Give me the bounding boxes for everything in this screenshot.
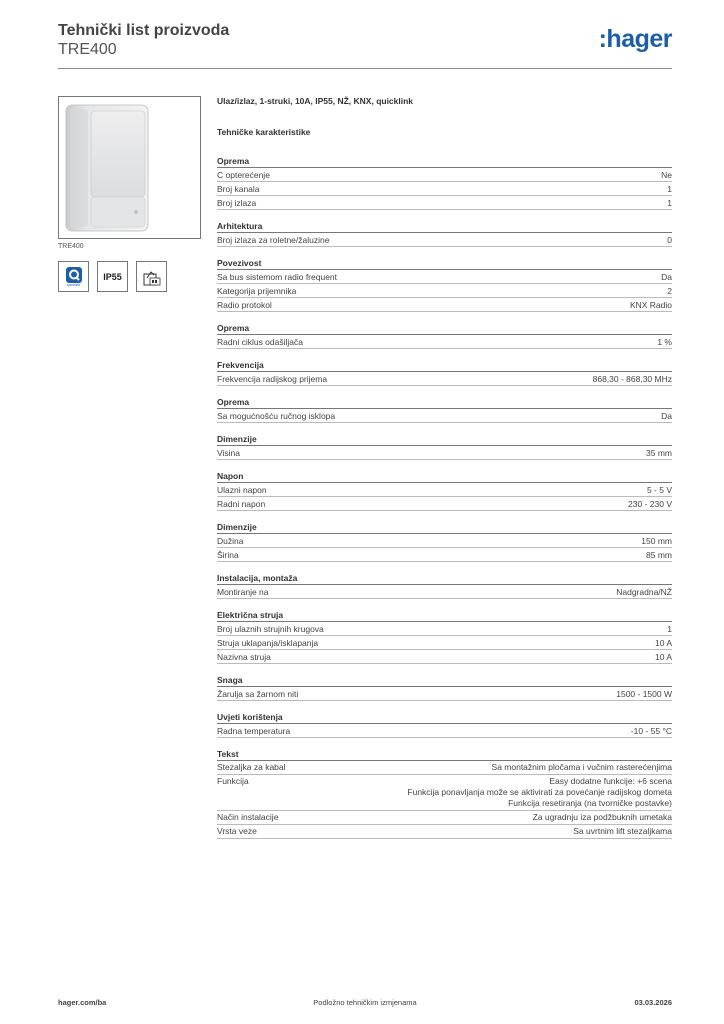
spec-row [217,168,672,182]
spec-value [407,776,672,809]
spec-row [217,233,672,247]
specifications [217,96,672,848]
spec-value: 1 [667,624,672,634]
spec-value: 0 [667,235,672,245]
spec-row [217,687,672,701]
spec-row [217,497,672,511]
spec-value: Ne [661,170,672,180]
spec-label: Žarulja sa žarnom niti [217,689,299,699]
document-title: Tehnički list proizvoda [58,22,230,39]
spec-value-line: Easy dodatne funkcije: +6 scena [549,776,672,786]
spec-group [217,395,672,423]
spec-label: Sa bus sistemom radio frequent [217,272,338,282]
spec-label: Broj kanala [217,184,260,194]
spec-value: 230 - 230 V [628,499,672,509]
group-title: Oprema [217,321,672,335]
spec-value: 5 - 5 V [646,485,672,495]
spec-value: 1 [667,198,672,208]
ip55-rating-icon [97,261,128,292]
spec-row [217,182,672,196]
spec-label: Širina [217,550,239,560]
footer-website[interactable]: hager.com/ba [58,998,107,1007]
spec-row [217,724,672,738]
assembly-icon [136,261,167,292]
spec-row [217,270,672,284]
spec-label: Broj ulaznih strujnih krugova [217,624,324,634]
spec-row [217,284,672,298]
spec-label: Vrsta veze [217,826,257,836]
spec-row [217,811,672,825]
spec-label: Broj izlaza [217,198,257,208]
group-title: Oprema [217,154,672,168]
spec-row [217,335,672,349]
spec-value: KNX Radio [629,300,672,310]
spec-row [217,298,672,312]
spec-value: 10 A [654,652,672,662]
section-title: Tehničke karakteristike [217,127,311,137]
spec-row [217,534,672,548]
spec-group [217,469,672,511]
spec-group [217,432,672,460]
spec-group [217,256,672,312]
spec-value: 868,30 - 868,30 MHz [592,374,672,384]
spec-group [217,608,672,664]
spec-group [217,673,672,701]
group-title: Napon [217,469,672,483]
spec-row [217,636,672,650]
spec-value: Da [661,411,672,421]
spec-row [217,548,672,562]
group-title: Dimenzije [217,432,672,446]
spec-label: Radni napon [217,499,266,509]
product-description: Ulaz/izlaz, 1-struki, 10A, IP55, NŽ, KNX, quicklink [217,96,414,106]
group-title: Snaga [217,673,672,687]
spec-value: Nadgradna/NŽ [616,587,672,597]
group-title: Arhitektura [217,219,672,233]
spec-row [217,372,672,386]
hager-logo: :hager [598,25,672,53]
spec-group [217,154,672,210]
spec-label: Način instalacije [217,812,279,822]
device-illustration [64,103,154,233]
group-title: Frekvencija [217,358,672,372]
spec-label: Visina [217,448,240,458]
spec-label: Nazivna struja [217,652,271,662]
spec-value [573,826,672,837]
group-title: Instalacija, montaža [217,571,672,585]
product-image [58,96,201,239]
image-caption: TRE400 [58,243,84,250]
spec-label: Kategorija prijemnika [217,286,297,296]
spec-label: Montiranje na [217,587,269,597]
spec-group [217,219,672,247]
quicklink-certificate-icon [58,261,89,292]
spec-row [217,775,672,811]
certification-badges [58,261,167,292]
spec-label: Radna temperatura [217,726,291,736]
spec-group-text [217,747,672,839]
spec-label: C opterećenje [217,170,270,180]
spec-label: Ulazni napon [217,485,267,495]
spec-group [217,520,672,562]
spec-value [533,812,672,823]
spec-group [217,358,672,386]
group-title: Tekst [217,747,672,761]
ip-rating-text: IP55 [103,271,122,282]
spec-value-line: Sa montažnim pločama i vučnim rasterećenjima [491,762,672,772]
spec-value: Da [661,272,672,282]
spec-row [217,825,672,839]
footer-date: 03.03.2026 [634,998,672,1007]
group-title: Električna struja [217,608,672,622]
spec-row [217,585,672,599]
spec-value-line: Za ugradnju iza podžbuknih umetaka [532,812,672,822]
spec-label: Sa mogućnošću ručnog isklopa [217,411,336,421]
spec-row [217,196,672,210]
spec-label: Stezaljka za kabal [217,762,286,772]
spec-value: 1 [667,184,672,194]
product-code: TRE400 [58,41,117,58]
spec-value: 150 mm [641,536,672,546]
spec-label: Radni ciklus odašiljača [217,337,303,347]
page-header [58,21,672,69]
spec-group [217,321,672,349]
spec-value: 2 [667,286,672,296]
spec-row [217,409,672,423]
group-title: Oprema [217,395,672,409]
quicklink-badge-text: quicklink [66,283,81,287]
spec-label: Struja uklapanja/isklapanja [217,638,319,648]
spec-value-line: Funkcija ponavljanja može se aktivirati za povećanje radijskog dometa [407,787,672,797]
spec-value: 1 % [657,337,672,347]
spec-label: Radio protokol [217,300,272,310]
spec-row [217,650,672,664]
spec-row [217,622,672,636]
spec-row [217,483,672,497]
spec-value: 10 A [654,638,672,648]
spec-value: 35 mm [646,448,672,458]
spec-value: 1500 - 1500 W [616,689,672,699]
group-title: Uvjeti korištenja [217,710,672,724]
spec-value [492,762,672,773]
spec-group [217,571,672,599]
group-title: Dimenzije [217,520,672,534]
spec-label: Funkcija [217,776,249,786]
spec-group [217,710,672,738]
spec-row [217,761,672,775]
footer-note: Podložno tehničkim izmjenama [313,998,417,1007]
spec-label: Frekvencija radijskog prijema [217,374,328,384]
spec-value: 85 mm [646,550,672,560]
spec-row [217,446,672,460]
spec-value-line: Sa uvrtnim lift stezaljkama [573,826,672,836]
spec-label: Dužina [217,536,244,546]
group-title: Povezivost [217,256,672,270]
spec-label: Broj izlaza za roletne/žaluzine [217,235,330,245]
spec-value: -10 - 55 °C [630,726,672,736]
spec-value-line: Funkcija resetiranja (na tvorničke postavke) [508,798,672,808]
